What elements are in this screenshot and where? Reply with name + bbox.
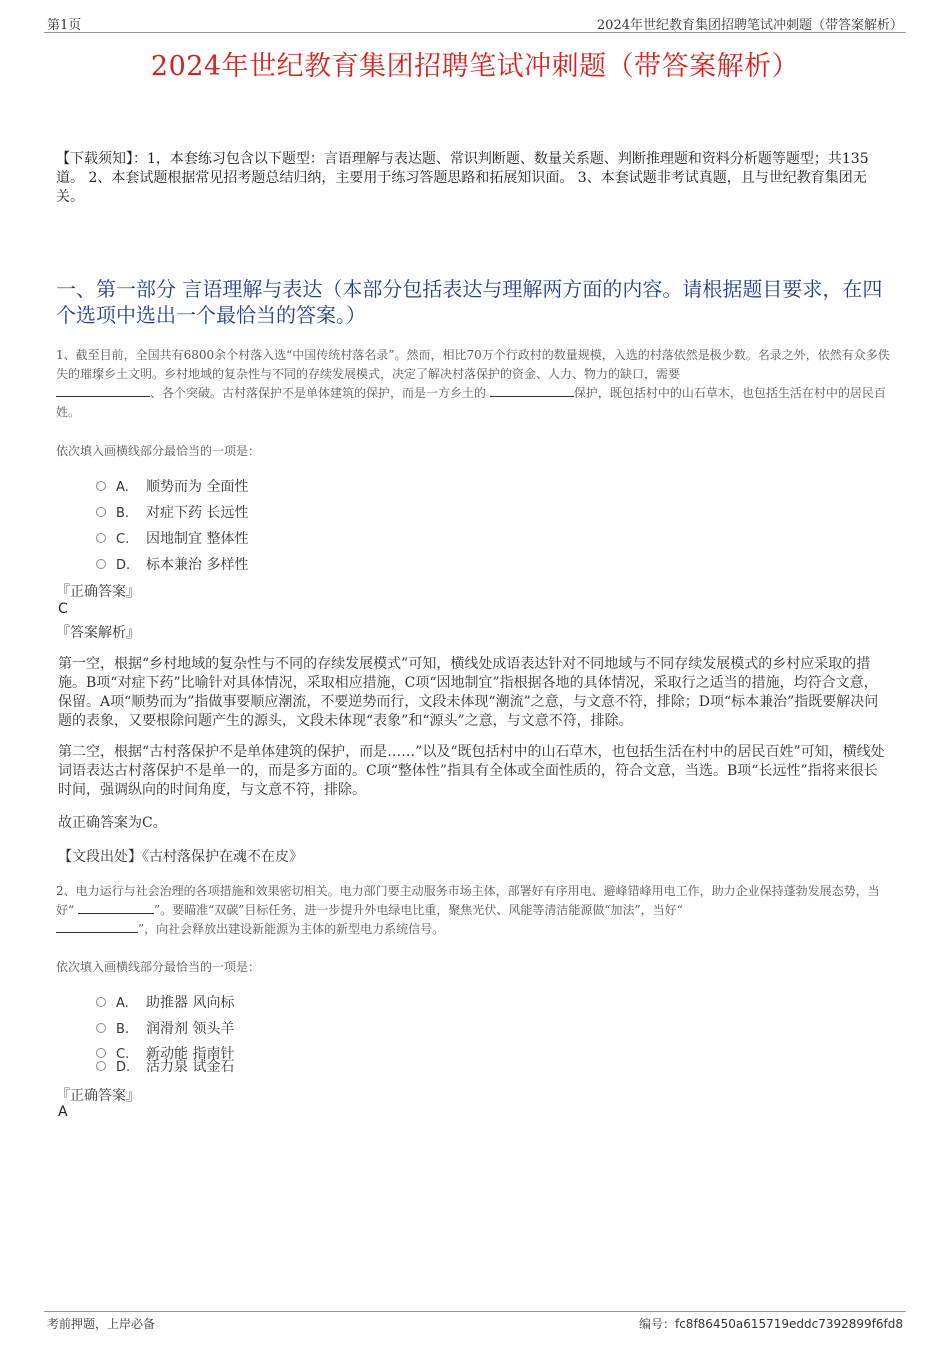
- option-letter: A.: [116, 996, 129, 1011]
- question-1-text-part-c: 保护，既包括村中的山石草木，也包括生活在村中的居民百姓。: [56, 386, 886, 419]
- option-letter: D.: [116, 558, 131, 573]
- radio-icon[interactable]: [96, 1061, 106, 1071]
- radio-icon[interactable]: [96, 533, 106, 543]
- question-1-option-c[interactable]: [96, 528, 248, 548]
- document-title: 2024年世纪教育集团招聘笔试冲刺题（带答案解析）: [150, 51, 800, 82]
- option-text: 顺势而为 全面性: [146, 479, 249, 495]
- question-2-text-part-c: ”，向社会释放出建设新能源为主体的新型电力系统信号。: [138, 922, 445, 936]
- option-text: 活力泉 试金石: [146, 1059, 235, 1075]
- option-letter: A.: [116, 480, 129, 495]
- question-2-option-a[interactable]: [96, 992, 234, 1012]
- footer-divider: [44, 1311, 906, 1312]
- option-text: 对症下药 长远性: [146, 505, 249, 521]
- option-text: 因地制宜 整体性: [146, 531, 249, 547]
- question-1-text-part-a: 1、截至目前，全国共有6800余个村落入选“中国传统村落名录”。然而，相比70万个行政村的数量规模，入选的村落依然是极少数。名录之外，依然有众多佚失的璀璨乡土文明。乡村地域的复杂性与不同的存续发展模式，决定了解决村落保护的资金、人力、物力的缺口，需要: [56, 348, 890, 381]
- question-2-text: [56, 882, 894, 939]
- answer-blank-4: [56, 920, 138, 933]
- option-text: 润滑剂 领头羊: [146, 1021, 235, 1037]
- option-letter: C.: [116, 532, 130, 547]
- radio-icon[interactable]: [96, 481, 106, 491]
- option-letter: B.: [116, 506, 130, 521]
- footer-code-label: 编号：: [638, 1317, 675, 1331]
- header-doc-title: 2024年世纪教育集团招聘笔试冲刺题（带答案解析）: [596, 18, 903, 33]
- question-2-answer: A: [58, 1104, 68, 1120]
- question-1-hint: 依次填入画横线部分最恰当的一项是：: [56, 444, 261, 458]
- option-text: 标本兼治 多样性: [146, 557, 249, 573]
- footer-code-value: fc8f86450a615719eddc7392899f6fd8: [674, 1317, 903, 1331]
- question-1-option-d[interactable]: [96, 554, 248, 574]
- option-text: 助推器 风向标: [146, 995, 235, 1011]
- answer-blank-2: [490, 384, 574, 397]
- answer-blank-3: [78, 901, 154, 914]
- question-1-analysis-paragraph-2: 第二空，根据“古村落保护不是单体建筑的保护，而是……”以及“既包括村中的山石草木，也包括生活在村中的居民百姓”可知，横线处词语表达古村落保护不是单一的，而是多方面的。C项“整体性”指具有全体或全面性质的，符合文意，当选。B项“长远性”指将来很长时间，强调纵向的时间角度，与文意不符，排除。: [58, 744, 885, 798]
- question-1-source: 【文段出处】《古村落保护在魂不在皮》: [58, 849, 303, 865]
- question-1-conclusion: 故正确答案为C。: [58, 815, 167, 831]
- question-1-text-part-b: 、各个突破。古村落保护不是单体建筑的保护，而是一方乡土的: [150, 386, 487, 400]
- radio-icon[interactable]: [96, 507, 106, 517]
- radio-icon[interactable]: [96, 559, 106, 569]
- question-2-option-d[interactable]: [96, 1056, 234, 1076]
- option-letter: D.: [116, 1060, 131, 1075]
- question-1-analysis-paragraph-1: 第一空，根据“乡村地域的复杂性与不同的存续发展模式”可知，横线处成语表达针对不同地域与不同存续发展模式的乡村应采取的措施。B项“对症下药”比喻针对具体情况，采取相应措施，C项“因地制宜”指根据各地的具体情况，采取行之适当的措施，均符合文意，保留。A项“顺势而为”指做事要顺应潮流，不要逆势而行，文段未体现“潮流”之意，与文意不符，排除；D项“标本兼治”指既要解决问题的表象，又要根除问题产生的源头，文段未体现“表象”和“源头”之意，与文意不符，排除。: [58, 656, 879, 729]
- radio-icon[interactable]: [96, 997, 106, 1007]
- download-notice: 【下载须知】：1，本套练习包含以下题型：言语理解与表达题、常识判断题、数量关系题、判断推理题和资料分析题等题型；共135道。 2、本套试题根据常见招考题总结归纳，主要用于练习答题思路和拓展知识面。 3、本套试题非考试真题，且与世纪教育集团无关。: [56, 151, 869, 205]
- radio-icon[interactable]: [96, 1023, 106, 1033]
- question-1-text: [56, 346, 894, 422]
- question-2-text-part-b: ”。要瞄准“双碳”目标任务，进一步提升外电绿电比重，聚焦光伏、风能等清洁能源做“加法”，当好“: [153, 903, 683, 917]
- question-2-text-part-a: 2、电力运行与社会治理的各项措施和效果密切相关。电力部门要主动服务市场主体，部署好有序用电、避峰错峰用电工作，助力企业保持蓬勃发展态势，当好“: [56, 884, 880, 917]
- question-2-option-b[interactable]: [96, 1018, 234, 1038]
- footer-code: [639, 1315, 903, 1332]
- page-number: 第1页: [47, 18, 82, 33]
- question-1-option-a[interactable]: [96, 476, 248, 496]
- question-2-answer-label: 『正确答案』: [56, 1088, 140, 1104]
- question-1-answer-label: 『正确答案』: [56, 584, 140, 600]
- section-heading: 一、第一部分 言语理解与表达（本部分包括表达与理解两方面的内容。请根据题目要求，在四个选项中选出一个最恰当的答案。）: [56, 277, 883, 327]
- answer-blank-1: [56, 384, 150, 397]
- question-1-answer: C: [58, 601, 68, 617]
- option-letter: C.: [116, 1047, 130, 1062]
- question-1-analysis-label: 『答案解析』: [56, 625, 140, 641]
- option-letter: B.: [116, 1022, 130, 1037]
- option-text: 新动能 指南针: [146, 1046, 235, 1062]
- footer-slogan: 考前押题，上岸必备: [47, 1317, 156, 1331]
- header-divider: [44, 32, 906, 33]
- question-1-option-b[interactable]: [96, 502, 248, 522]
- question-2-hint: 依次填入画横线部分最恰当的一项是：: [56, 960, 261, 974]
